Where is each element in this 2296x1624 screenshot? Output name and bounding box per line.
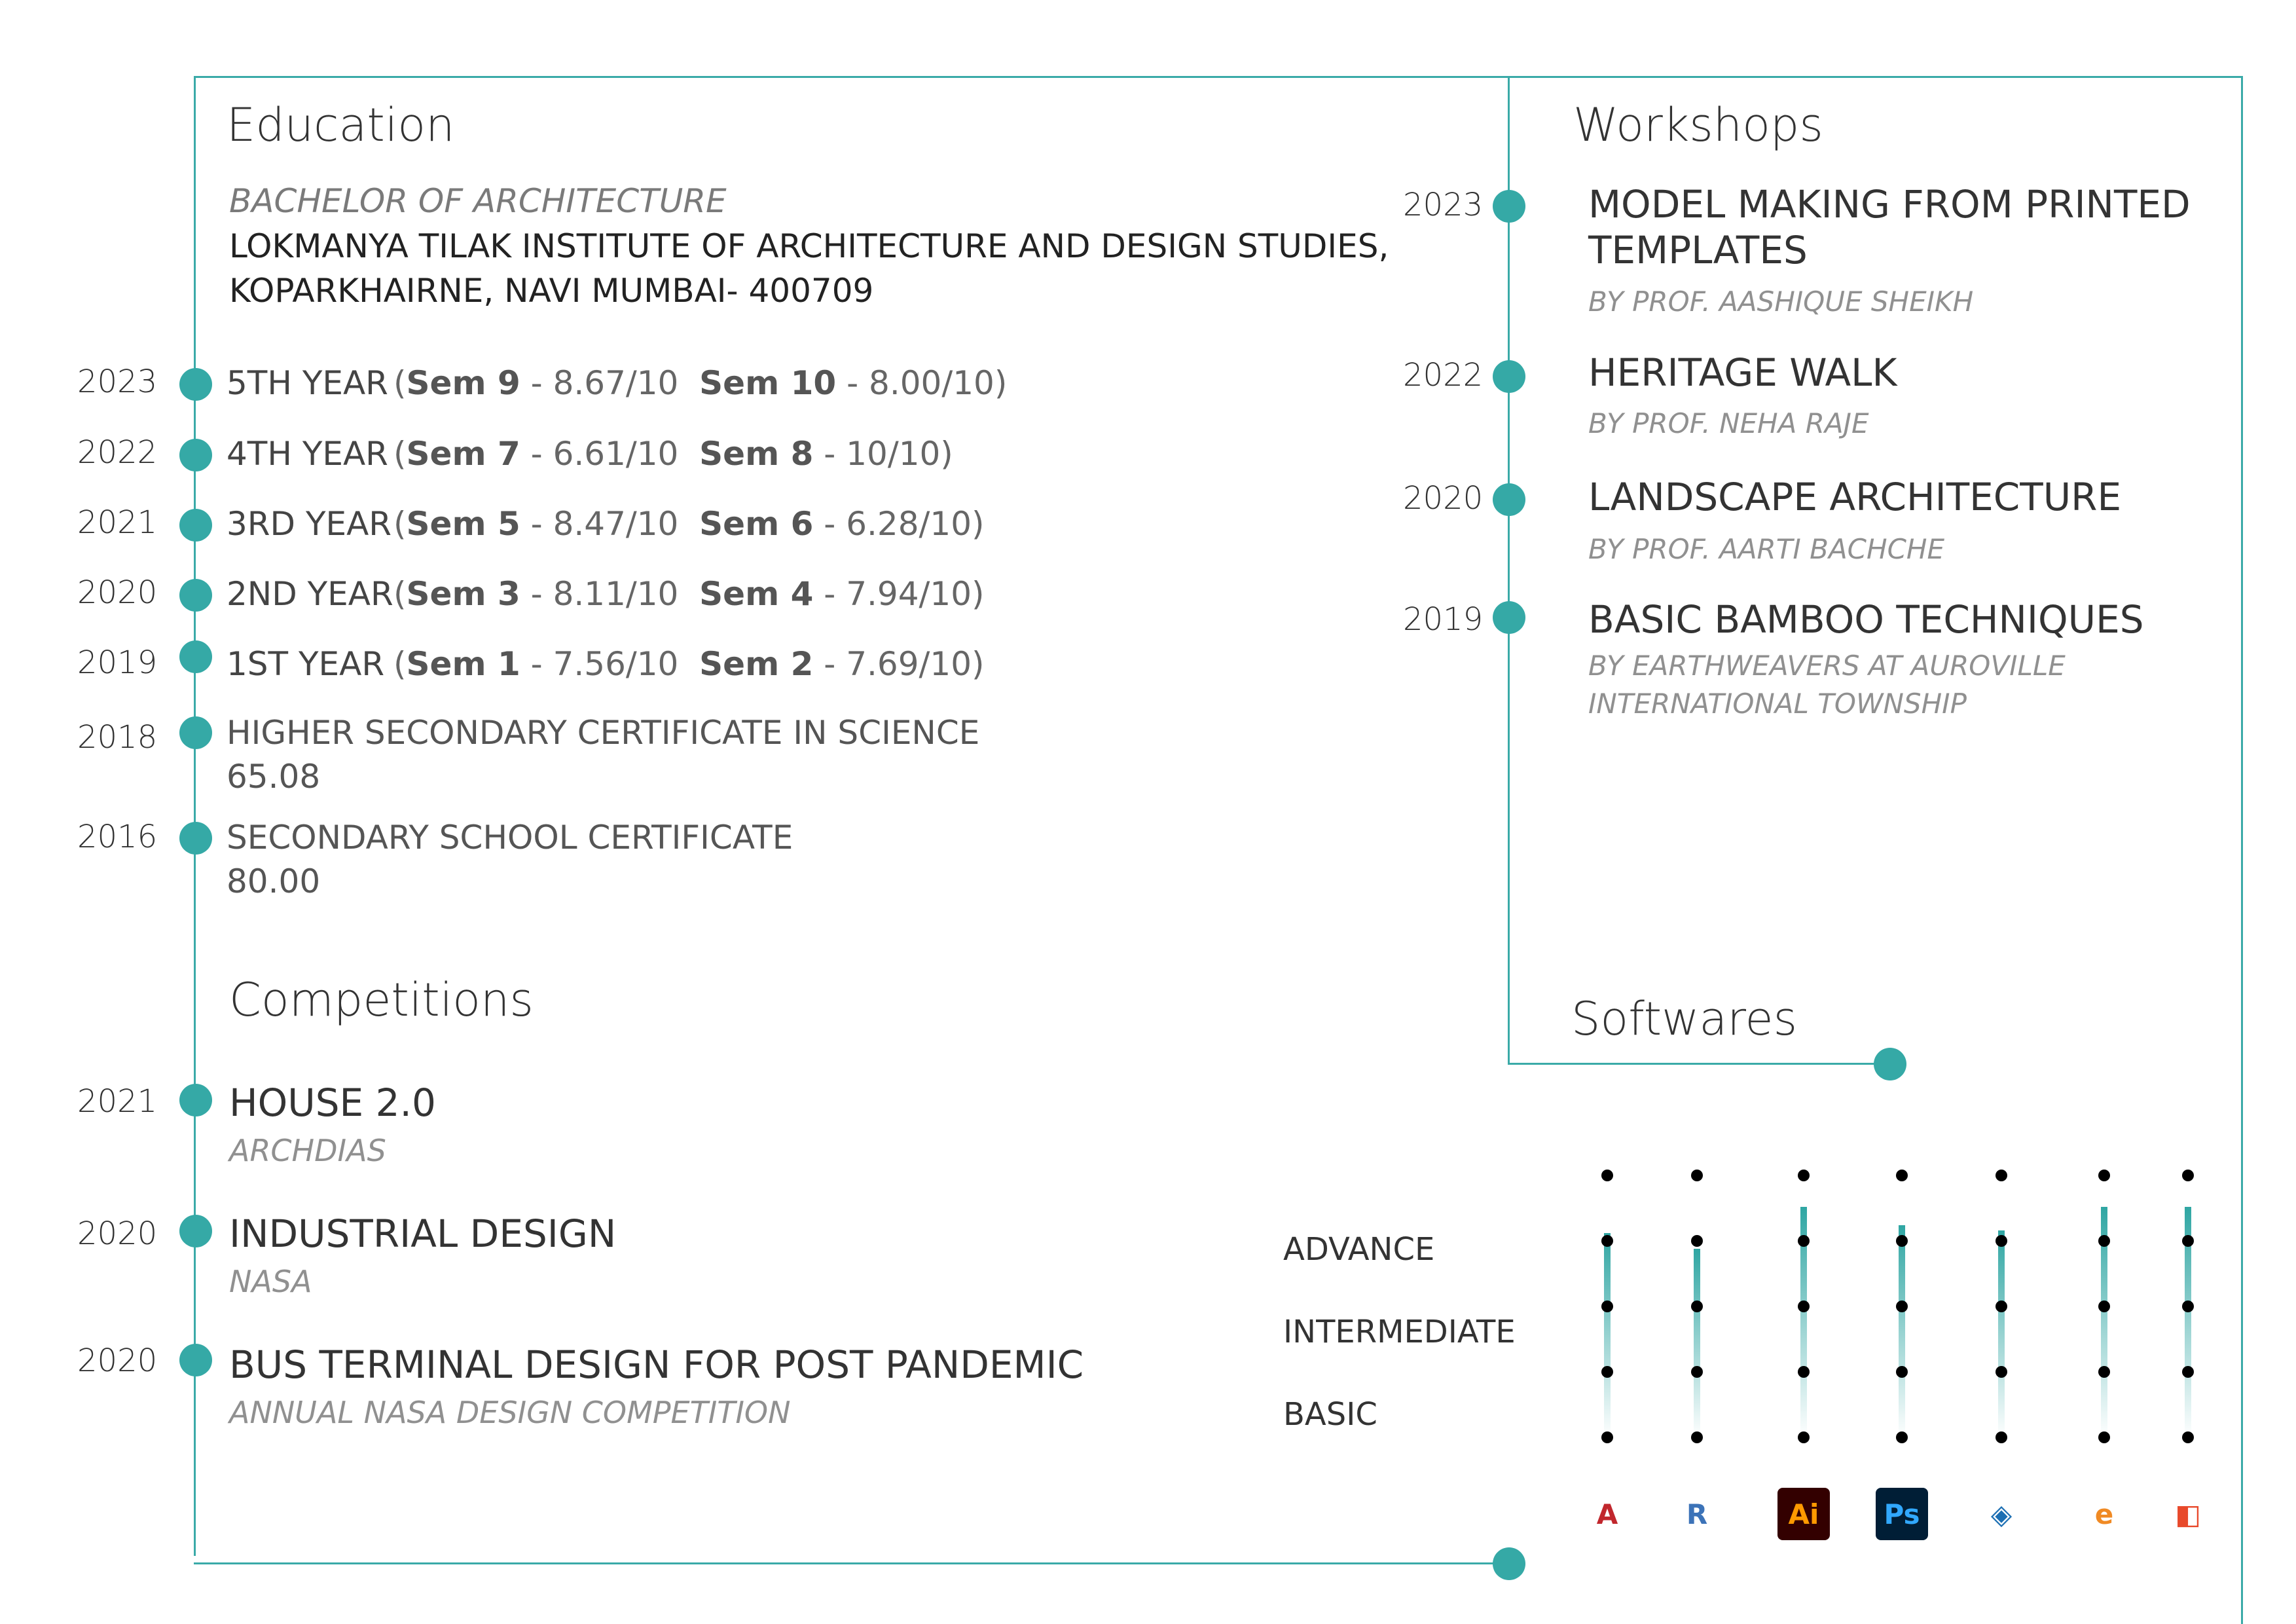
scale-dot <box>1601 1170 1613 1181</box>
workshop-instructor: BY PROF. AASHIQUE SHEIKH <box>1588 286 1974 318</box>
degree-title: BACHELOR OF ARCHITECTURE <box>229 182 727 220</box>
semester-grade: - 7.69/10) <box>813 645 985 683</box>
year-label: 2020 <box>77 574 158 611</box>
softwares-heading: Softwares <box>1571 992 1798 1046</box>
institution-line-2: KOPARKHAIRNE, NAVI MUMBAI- 400709 <box>229 272 874 310</box>
scale-dot <box>1601 1431 1613 1443</box>
scale-dot <box>2098 1170 2110 1181</box>
scale-dot <box>2098 1366 2110 1378</box>
ssc-year: 2016 <box>77 819 158 855</box>
year-label: 2022 <box>1403 357 1484 394</box>
year-row-label: 3RD YEAR <box>227 505 392 543</box>
year-row-label: 4TH YEAR <box>227 435 388 473</box>
scale-dot <box>2182 1301 2194 1312</box>
office-icon: ◧ <box>2175 1498 2201 1530</box>
timeline-dot <box>179 716 212 749</box>
scale-dot <box>1691 1431 1703 1443</box>
semester-grade: - 8.67/10 <box>520 364 679 402</box>
scale-dot <box>1691 1235 1703 1247</box>
skill-level-bar <box>1899 1225 1905 1437</box>
hsc-year: 2018 <box>77 719 158 756</box>
workshops-heading: Workshops <box>1573 98 1823 152</box>
education-heading: Education <box>227 98 455 152</box>
scale-dot <box>2098 1301 2110 1312</box>
year-row <box>227 435 953 473</box>
year-label: 2020 <box>77 1342 158 1379</box>
semester-label: Sem 4 <box>699 575 814 613</box>
workshop-title: LANDSCAPE ARCHITECTURE <box>1588 475 2122 519</box>
semester-grade: - 6.61/10 <box>520 435 679 473</box>
bottom-end-dot <box>1493 1547 1525 1580</box>
year-row-label: 1ST YEAR <box>227 645 385 683</box>
scale-dot <box>2182 1235 2194 1247</box>
workshop-title: HERITAGE WALK <box>1588 350 1897 395</box>
semester-grade: - 8.47/10 <box>520 505 679 543</box>
scale-dot <box>1995 1235 2007 1247</box>
semester-label: Sem 10 <box>699 364 837 402</box>
skill-level-bar <box>1998 1230 2005 1437</box>
semester-grade: - 7.94/10) <box>813 575 985 613</box>
timeline-dot <box>179 1344 212 1376</box>
semester-grade: - 8.11/10 <box>520 575 679 613</box>
scale-dot <box>1798 1235 1810 1247</box>
softwares-underline <box>1508 1063 1891 1065</box>
semester-label: Sem 2 <box>699 645 814 683</box>
right-border-line <box>2241 76 2243 1624</box>
year-row <box>227 575 985 613</box>
illustrator-icon: Ai <box>1777 1488 1830 1540</box>
open-paren: ( <box>393 505 407 543</box>
left-timeline-line <box>194 76 196 1556</box>
scale-dot <box>1798 1301 1810 1312</box>
ssc-title: SECONDARY SCHOOL CERTIFICATE <box>227 819 793 857</box>
competition-org: NASA <box>229 1264 312 1299</box>
scale-dot <box>1691 1301 1703 1312</box>
center-divider-line <box>1508 76 1510 1065</box>
year-label: 2023 <box>1403 187 1484 223</box>
semester-label: Sem 7 <box>406 435 520 473</box>
year-label: 2020 <box>1403 480 1484 517</box>
scale-dot <box>2182 1170 2194 1181</box>
semester-grade: - 10/10) <box>813 435 953 473</box>
year-row <box>227 645 985 683</box>
competition-title: BUS TERMINAL DESIGN FOR POST PANDEMIC <box>229 1342 1084 1387</box>
scale-dot <box>1601 1366 1613 1378</box>
level-label-advance: ADVANCE <box>1283 1231 1435 1268</box>
workshop-instructor: BY EARTHWEAVERS AT AUROVILLE <box>1588 650 2066 682</box>
scale-dot <box>1691 1170 1703 1181</box>
semester-label: Sem 3 <box>406 575 520 613</box>
timeline-dot <box>1493 190 1525 223</box>
timeline-dot <box>1493 601 1525 634</box>
photoshop-icon: Ps <box>1876 1488 1928 1540</box>
scale-dot <box>1601 1301 1613 1312</box>
timeline-dot <box>179 439 212 471</box>
semester-grade: - 6.28/10) <box>813 505 985 543</box>
timeline-dot <box>179 1084 212 1116</box>
competition-title: INDUSTRIAL DESIGN <box>229 1211 617 1256</box>
competition-title: HOUSE 2.0 <box>229 1080 436 1125</box>
competition-org: ANNUAL NASA DESIGN COMPETITION <box>229 1395 791 1430</box>
timeline-dot <box>1493 360 1525 393</box>
timeline-dot <box>179 822 212 855</box>
year-label: 2021 <box>77 1083 158 1120</box>
open-paren: ( <box>393 364 407 402</box>
semester-label: Sem 5 <box>406 505 520 543</box>
open-paren: ( <box>393 435 407 473</box>
scale-dot <box>2098 1431 2110 1443</box>
competition-org: ARCHDIAS <box>229 1133 386 1168</box>
competitions-heading: Competitions <box>229 973 534 1027</box>
timeline-dot <box>179 640 212 673</box>
semester-label: Sem 8 <box>699 435 814 473</box>
timeline-dot <box>1493 483 1525 516</box>
hsc-title: HIGHER SECONDARY CERTIFICATE IN SCIENCE <box>227 714 980 752</box>
scale-dot <box>1896 1235 1908 1247</box>
scale-dot <box>1798 1366 1810 1378</box>
workshop-title-cont: TEMPLATES <box>1588 228 1808 272</box>
scale-dot <box>1601 1235 1613 1247</box>
year-label: 2020 <box>77 1215 158 1252</box>
revit-icon: R <box>1686 1498 1708 1530</box>
semester-grade: - 8.00/10) <box>836 364 1008 402</box>
scale-dot <box>1896 1170 1908 1181</box>
sketchup-icon: ◈ <box>1990 1498 2013 1530</box>
year-row-label: 5TH YEAR <box>227 364 388 402</box>
enscape-icon: e <box>2094 1498 2114 1530</box>
scale-dot <box>1896 1431 1908 1443</box>
year-label: 2019 <box>1403 601 1484 638</box>
scale-dot <box>2182 1366 2194 1378</box>
workshop-instructor: BY PROF. NEHA RAJE <box>1588 407 1869 439</box>
year-label: 2023 <box>77 363 158 400</box>
scale-dot <box>1995 1170 2007 1181</box>
top-border-line <box>194 76 2243 78</box>
year-row-label: 2ND YEAR <box>227 575 393 613</box>
institution-line-1: LOKMANYA TILAK INSTITUTE OF ARCHITECTURE AND DESIGN STUDIES, <box>229 227 1389 265</box>
softwares-end-dot <box>1874 1048 1906 1080</box>
skill-level-bar <box>1604 1233 1611 1437</box>
semester-grade: - 7.56/10 <box>520 645 679 683</box>
timeline-dot <box>179 579 212 612</box>
scale-dot <box>1798 1431 1810 1443</box>
timeline-dot <box>179 509 212 542</box>
scale-dot <box>1995 1431 2007 1443</box>
year-label: 2021 <box>77 504 158 541</box>
level-label-basic: BASIC <box>1283 1396 1377 1433</box>
scale-dot <box>1798 1170 1810 1181</box>
scale-dot <box>1995 1366 2007 1378</box>
scale-dot <box>1995 1301 2007 1312</box>
scale-dot <box>1896 1366 1908 1378</box>
year-row <box>227 505 985 543</box>
workshop-title: MODEL MAKING FROM PRINTED <box>1588 182 2191 227</box>
ssc-score: 80.00 <box>227 862 321 900</box>
skill-level-bar <box>1694 1249 1700 1437</box>
scale-dot <box>1691 1366 1703 1378</box>
timeline-dot <box>179 368 212 401</box>
scale-dot <box>2182 1431 2194 1443</box>
open-paren: ( <box>393 645 407 683</box>
workshop-instructor: BY PROF. AARTI BACHCHE <box>1588 533 1945 565</box>
semester-label: Sem 1 <box>406 645 520 683</box>
bottom-border-line <box>194 1562 1510 1564</box>
year-row <box>227 364 1007 402</box>
timeline-dot <box>179 1215 212 1247</box>
autocad-icon: A <box>1596 1498 1618 1530</box>
workshop-title: BASIC BAMBOO TECHNIQUES <box>1588 597 2144 642</box>
scale-dot <box>1896 1301 1908 1312</box>
scale-dot <box>2098 1235 2110 1247</box>
workshop-instructor-cont: INTERNATIONAL TOWNSHIP <box>1588 688 1967 720</box>
semester-label: Sem 6 <box>699 505 814 543</box>
semester-label: Sem 9 <box>406 364 520 402</box>
year-label: 2019 <box>77 644 158 681</box>
open-paren: ( <box>393 575 407 613</box>
level-label-intermediate: INTERMEDIATE <box>1283 1314 1516 1350</box>
year-label: 2022 <box>77 434 158 471</box>
hsc-score: 65.08 <box>227 758 321 796</box>
